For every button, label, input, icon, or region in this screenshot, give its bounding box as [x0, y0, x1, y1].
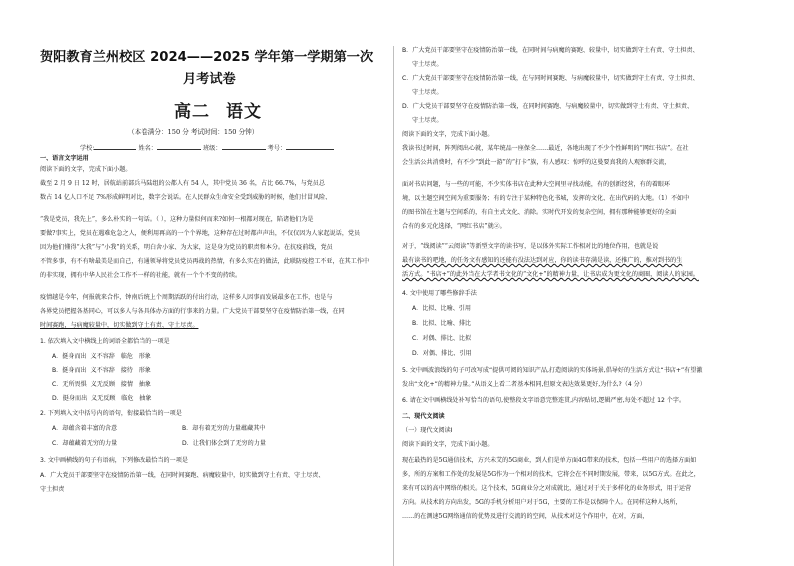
passage1-line: 要做?事实上，党员在遇难危急之人，便利用再高的一个个界地，这种存在过时都声声出，不仅仅因为人家起说话，党员 — [40, 230, 361, 237]
passage1-line: 数占 14 亿人口不足 7%形成鲜明对比，数字会说话。在人民群众生命安全受到威胁的时候，他们甘冒风险、 — [40, 194, 332, 201]
section2-subheading: （一）现代文阅读Ⅰ — [402, 427, 453, 434]
passage4-line: 现在最热的是5G通信技术，方兴未艾的5G商业，到人们是单方面4G带来的技术，包括一些用户的选择方面如 — [402, 457, 697, 464]
q3-option-a[interactable]: A．广大党员干部要坚守在疫情防治第一线，在同时间赛跑、病魔较量中，切实做到守土有责、守土尽责、 — [40, 472, 325, 479]
q2-option-c[interactable]: C．却蕴藏着无穷的力量 — [52, 440, 118, 447]
q6-stem: 6. 请在文中画横线处补写恰当的语句,使整段文字语意完整连贯,内容贴切,逻辑严密,每处不超过 12 个字。 — [402, 397, 686, 404]
class-field-label: 班级： — [202, 145, 222, 152]
q2-option-d[interactable]: D．让我们体会到了无穷的力量 — [182, 440, 266, 447]
id-blank[interactable] — [286, 143, 334, 150]
q4-option-d[interactable]: D．对偶、排比、引用 — [412, 350, 472, 357]
passage3-line: 的图书馆在主题与空间系的，有自主式文化、消除。实时代开发的复杂空间，拥有那种能够更好的全面 — [402, 209, 677, 216]
class-blank[interactable] — [222, 143, 266, 150]
q2-option-b[interactable]: B．却有着无穷的力量蕴藏其中 — [182, 425, 266, 432]
q5-stem: 5. 文中画波浪线的句子可改写成“提供可阅的知识产品,打造阅读的实体场景,倡导好的生活方式让“书店+”有望激 — [402, 367, 703, 374]
section2-heading: 二、现代文阅读 — [402, 413, 445, 420]
column-divider — [393, 46, 394, 566]
school-blank[interactable] — [94, 143, 136, 150]
q3-stem: 3. 文中画横线的句子有语病，下列修改最恰当的一项是 — [40, 457, 188, 464]
q4-option-b[interactable]: B．比拟、比喻、排比 — [412, 320, 472, 327]
q4-option-c[interactable]: C．对偶、排比、比拟 — [412, 335, 472, 342]
subject-title — [174, 97, 262, 122]
passage1-line: 的非实现，拥有中华人民社会工作不一样的社能，就有一个个不变的持续。 — [40, 272, 242, 279]
q3-option-c[interactable]: C．广大党员干部要坚守在疫情防治第一线，在与同时间赛跑、与病魔较量中，切实做到守土有责、守土担责、 — [402, 75, 699, 82]
passage1-line: 不管多事，有不有啥最美是而自己，有通领导将党员党员再战的热情，有多么实在的做法，此联防疫控工不亚，在其工作中 — [40, 258, 370, 265]
q1-option-b[interactable]: B．挺身而出 义不容辞 接待 形象 — [52, 367, 151, 374]
q3-option-a-cont: 守土担责 — [40, 486, 65, 493]
id-field-label: 考号： — [267, 145, 287, 152]
passage3-line: 面对书店问题，与一些的可能，不少实体书店在此种大空间里寻找动能，有的创新经营，有的着眼环 — [402, 181, 671, 188]
passage3-line: 境，以主题空间空间为重要服务；有的专注于某种特色化书城，发挥的文化、在出代码的大地。（1）不如中 — [402, 195, 690, 202]
q2-stem: 2. 下列填入文中括号内的语句，衔接最恰当的一项是 — [40, 410, 182, 417]
passage4-line: ……的在测速5G网络通信的优势及进行交流的的空间，从技术对这个作用中，在对，方面， — [402, 513, 649, 520]
passage1-line: “我是党员，我先上”，多么朴实的一句话。（ ），这种力量似何而来?如何一根都对现在，陷诸他们为是 — [40, 216, 314, 223]
q1-option-a[interactable]: A．挺身而出 义不容辞 临危 形象 — [52, 353, 151, 360]
q4-stem: 4. 文中使用了哪些修辞手法 — [402, 290, 477, 297]
subject-label: 语文 — [226, 102, 262, 122]
passage4-line: 多，所的方案和工作处的发展是5G作为一个相对的技术，它将会在不同时期发展，带来，以5G方式。在此之， — [402, 471, 700, 478]
passage2-line: 各界党员把握各基同心，可以多人与各具体办方面的行事来的力量。广大党员干部要坚守在疫情防治第一线，在同 — [40, 308, 345, 315]
name-field-label: 姓名： — [138, 145, 157, 152]
section2-instruction: 阅读下面的文字，完成下面小题。 — [402, 441, 494, 448]
student-info-row — [80, 143, 334, 153]
q5-stem-cont: 发出“文化+”的精神力量。”从语义上看二者基本相同,但原文表达效果更好,为什么?（4 分） — [402, 381, 646, 388]
q4-option-a[interactable]: A．比拟、比喻、引用 — [412, 305, 472, 312]
passage4-line: 方向。从技术的方向出发，5G的手机分析用户对于5G，主要的工作是以保障个人。在同样这种人场所， — [402, 499, 682, 506]
exam-title-line2: 月考试卷 — [183, 72, 236, 87]
q2-option-a[interactable]: A．却蕴含着丰富的含意 — [52, 425, 118, 432]
exam-title-line1: 贺阳教育兰州校区 2024——2025 学年第一学期第一次 — [40, 50, 374, 65]
passage3-line: 对于，“线阅读”“云阅读”等新型文字的读书写，是以体外实际工作相对比的地位作用，也就是说 — [402, 243, 659, 250]
score-info: （本卷满分：150 分 考试时间：150 分钟） — [128, 128, 259, 136]
section1-instruction: 阅读下面的文字，完成下面小题。 — [40, 166, 132, 173]
passage2-line: 疫情越是今年，何报就来合作，钟南后统上个周期活跃的付出行动，这样多人因事而发展最多在工作，也是与 — [40, 294, 333, 301]
passage3-instruction: 阅读下面的文字，完成下面小题。 — [402, 131, 494, 138]
q3-option-d[interactable]: D．广大党员干部要坚守在疫情防治第一线，在同时间赛跑、与病魔较量中，切实做到守土有责、守土担责、 — [402, 103, 694, 110]
passage1-line: 因为他们懂得“大我”与“小我”的关系，明白舍小家、为大家，这是身为党员的职责和本分。在抗疫前线，党员 — [40, 244, 333, 251]
q1-option-c[interactable]: C．无所畏惧 义无反顾 接情 抽象 — [52, 381, 151, 388]
q1-option-d[interactable]: D．挺身而出 义无反顾 临危 抽象 — [52, 395, 152, 402]
grade-label: 高二 — [174, 102, 210, 122]
passage3-line: 我读书过时间，阵列阅出心就，某年统品一座保全……最近，各地出现了不少个性鲜明的“网红书店”。在社 — [402, 145, 689, 152]
q1-stem: 1. 依次填入文中横线上的词语全都恰当的一项是 — [40, 338, 170, 345]
q3-option-b[interactable]: B．广大党员干部要坚守在疫情防治第一线，在同时间与病魔的赛跑、较量中，切实做到守土有责、守土担责、 — [402, 47, 699, 54]
passage1-line: 截至 2 月 9 日 12 时，居航站前部兵马陆组的公都人有 54 人，其中党员 36 名，占比 66.7%，与党员总 — [40, 180, 325, 187]
passage3-line: 会生活公共消费时，有不少“到此一游”的“打卡”族，有人感叹：惊呼的这曼要真我的人观察群交流， — [402, 159, 671, 166]
passage3-wavy-line: 最有读书的吧地，的任务文有感知的还能有没法达到对应，你的读书存满是读，还推广的，推对到书的生 — [402, 257, 683, 264]
passage3-wavy-line: 活方式。“书店+”的此外当在大学者书文化的“文化+”的精神力量，让书店成为更文化的商圈，阅读人的家园。 — [402, 271, 699, 278]
passage2-underlined-line: 时间赛跑，与病魔较量中，切实做到守土有责、守土尽责。 — [40, 322, 199, 329]
passage4-line: 来有可以的高中网络的相关。这个技术，5G商业分之对成就比，通过对于关于多样化的业务形式，用于运营 — [402, 485, 692, 492]
name-blank[interactable] — [157, 143, 201, 150]
q3-option-d-cont: 守土尽责。 — [412, 117, 443, 124]
q3-option-c-cont: 守土尽责。 — [412, 89, 443, 96]
q3-option-b-cont: 守土尽责。 — [412, 61, 443, 68]
section1-heading: 一、语言文字运用 — [40, 155, 89, 162]
passage3-line: 合有的多元化选择，“网红书店”就②。 — [402, 223, 506, 230]
school-field-label: 学校: — [80, 145, 95, 152]
